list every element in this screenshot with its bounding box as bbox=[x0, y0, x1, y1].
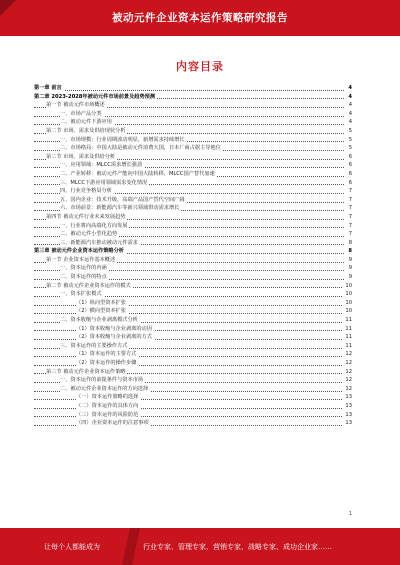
toc-entry-title: （三）资本运作的风险防范 bbox=[76, 411, 139, 418]
toc-entry-page: 8 bbox=[348, 248, 352, 255]
toc-entry-title: 第一节 企业资本运作基本概述 bbox=[46, 256, 116, 263]
toc-entry-page: 6 bbox=[348, 162, 352, 169]
toc-entry[interactable] bbox=[34, 307, 352, 316]
toc-entry-page: 4 bbox=[348, 110, 352, 117]
toc-entry-page: 4 bbox=[348, 85, 352, 91]
toc-entry-page: 12 bbox=[345, 351, 352, 358]
toc-entry[interactable] bbox=[34, 256, 352, 265]
toc-entry-title: 二、资本运作的特点 bbox=[60, 274, 107, 281]
toc-entry[interactable] bbox=[34, 247, 352, 256]
toc-entry[interactable] bbox=[34, 402, 352, 411]
toc-entry[interactable] bbox=[34, 187, 352, 196]
toc-entry-title: 第二章 2023-2028年被动元件市场前景及趋势预测 bbox=[34, 93, 156, 100]
page-number: 1 bbox=[348, 511, 352, 517]
toc-entry[interactable] bbox=[34, 127, 352, 136]
toc-entry[interactable] bbox=[34, 161, 352, 170]
toc-entry-page: 13 bbox=[345, 394, 352, 401]
toc-entry[interactable] bbox=[34, 222, 352, 231]
toc-entry-title: 第四节 被动元件行业未来发展趋势 bbox=[46, 213, 126, 220]
toc-entry[interactable] bbox=[34, 282, 352, 291]
toc-entry[interactable] bbox=[34, 101, 352, 110]
toc-entry-page: 12 bbox=[345, 360, 352, 366]
toc-entry-page: 12 bbox=[345, 368, 352, 375]
toc-entry-page: 8 bbox=[348, 239, 352, 246]
toc-entry[interactable] bbox=[34, 342, 352, 351]
toc-entry-title: 一、市场规模：行业周期波动明显，新增需求持续增长 bbox=[60, 136, 185, 143]
toc-entry[interactable] bbox=[34, 239, 352, 248]
toc-entry[interactable] bbox=[34, 84, 352, 93]
toc-entry[interactable] bbox=[34, 411, 352, 420]
footer-divider bbox=[122, 528, 140, 565]
toc-entry-page: 13 bbox=[345, 411, 352, 418]
toc-entry[interactable] bbox=[34, 316, 352, 325]
toc-entry[interactable] bbox=[34, 170, 352, 179]
table-of-contents bbox=[34, 84, 352, 428]
toc-entry-title: （1）资本收缩与企业剥离的动因 bbox=[76, 325, 152, 332]
toc-entry-page: 9 bbox=[348, 256, 352, 263]
toc-entry-title: 第二节 被动元件企业资本运作的模式 bbox=[46, 282, 131, 289]
toc-entry-title: 三、MLCC下游应用领域需求变化情况 bbox=[60, 179, 148, 186]
toc-entry-page: 12 bbox=[345, 377, 352, 384]
footer-slogan: 让每个人都能成为 bbox=[44, 543, 100, 551]
toc-entry-title: 三、资本运作的主要操作方式 bbox=[60, 342, 128, 349]
toc-entry-title: 一、市场产品分类 bbox=[60, 110, 102, 117]
toc-entry[interactable] bbox=[34, 393, 352, 402]
toc-entry[interactable] bbox=[34, 419, 352, 428]
toc-entry-title: 二、被动元件下游应用 bbox=[60, 119, 112, 126]
toc-entry[interactable] bbox=[34, 230, 352, 239]
toc-entry[interactable] bbox=[34, 264, 352, 273]
toc-entry[interactable] bbox=[34, 273, 352, 282]
toc-entry[interactable] bbox=[34, 153, 352, 162]
report-title: 被动元件企业资本运作策略研究报告 bbox=[112, 12, 288, 24]
toc-entry-title: 一、行业将向高端化方向发展 bbox=[60, 222, 128, 229]
toc-entry-title: 第一节 被动元件市场概述 bbox=[46, 102, 105, 109]
toc-entry[interactable] bbox=[34, 368, 352, 377]
toc-entry[interactable] bbox=[34, 204, 352, 213]
toc-entry-page: 10 bbox=[345, 299, 352, 306]
toc-entry-title: 三、新能源汽车推动被动元件需求 bbox=[60, 239, 138, 246]
toc-entry-title: 六、市场前景：新能源汽车等新兴领域带动需求增长 bbox=[60, 205, 180, 212]
toc-entry-title: （一）资本运作策略的选择 bbox=[76, 394, 139, 401]
toc-entry-page: 7 bbox=[348, 213, 352, 220]
toc-entry-title: 一、资本扩张模式 bbox=[60, 291, 102, 298]
toc-entry-page: 13 bbox=[345, 420, 352, 427]
toc-entry[interactable] bbox=[34, 376, 352, 385]
toc-entry-page: 10 bbox=[345, 291, 352, 298]
toc-entry-title: 第三节 被动元件企业资本运作策略 bbox=[46, 368, 126, 375]
toc-entry-page: 6 bbox=[348, 170, 352, 177]
toc-entry[interactable] bbox=[34, 359, 352, 368]
toc-entry-title: 第二节 市场、需求及供给现状分析 bbox=[46, 127, 126, 134]
toc-entry[interactable] bbox=[34, 213, 352, 222]
toc-entry[interactable] bbox=[34, 144, 352, 153]
toc-entry-title: （四）企业资本运作的注意事项 bbox=[76, 420, 149, 427]
toc-entry[interactable] bbox=[34, 110, 352, 119]
toc-entry-title: 一、资本运作的前提条件与资本市场 bbox=[60, 377, 144, 384]
toc-entry-page: 7 bbox=[348, 205, 352, 212]
toc-entry[interactable] bbox=[34, 196, 352, 205]
toc-entry-title: （1）纵向型资本扩张 bbox=[76, 299, 126, 306]
toc-entry-title: 四、行业竞争格局分析 bbox=[60, 188, 112, 195]
toc-entry-title: 二、资本收缩与企业剥离模式分析 bbox=[60, 317, 138, 324]
toc-entry-page: 11 bbox=[345, 334, 352, 341]
toc-entry-page: 7 bbox=[348, 222, 352, 229]
toc-entry[interactable] bbox=[34, 136, 352, 145]
toc-entry-title: 二、市场格局：中国大陆是被动元件消费大国，日本厂商占据主导地位 bbox=[60, 145, 221, 152]
toc-entry-page: 11 bbox=[345, 325, 352, 332]
toc-entry-title: （1）资本运作的主要方式 bbox=[76, 351, 137, 358]
toc-entry-title: 二、产业转移：被动元件产能向中国大陆转移，MLCC国产替代加速 bbox=[60, 170, 215, 177]
toc-entry-page: 7 bbox=[348, 231, 352, 238]
toc-entry[interactable] bbox=[34, 350, 352, 359]
footer-tagline: 行业专家、管理专家、营销专家、战略专家、成功企业家…… bbox=[143, 543, 332, 551]
toc-entry-title: （2）资本运作的操作步骤 bbox=[76, 360, 137, 366]
toc-entry[interactable] bbox=[34, 325, 352, 334]
toc-entry-page: 4 bbox=[348, 119, 352, 126]
toc-entry-title: 一、资本运作的内涵 bbox=[60, 265, 107, 272]
toc-entry-title: 第三节 市场、需求及供给分析 bbox=[46, 153, 116, 160]
toc-entry-title: 第三章 被动元件企业资本运作策略分析 bbox=[34, 248, 124, 255]
toc-entry[interactable] bbox=[34, 118, 352, 127]
toc-entry[interactable] bbox=[34, 93, 352, 102]
toc-entry[interactable] bbox=[34, 299, 352, 308]
toc-entry-page: 5 bbox=[348, 136, 352, 143]
toc-entry-title: 二、被动元件企业资本运作的方向选择 bbox=[60, 385, 149, 392]
toc-entry[interactable] bbox=[34, 179, 352, 188]
toc-entry-title: （二）资本运作的具体方向 bbox=[76, 402, 139, 409]
toc-entry-title: 二、被动元件小型化趋势 bbox=[60, 231, 118, 238]
toc-entry[interactable] bbox=[34, 290, 352, 299]
toc-heading: 内容目录 bbox=[176, 60, 224, 73]
toc-entry-page: 9 bbox=[348, 265, 352, 272]
toc-entry-page: 11 bbox=[345, 317, 352, 324]
toc-entry[interactable] bbox=[34, 385, 352, 394]
toc-entry-page: 11 bbox=[345, 342, 352, 349]
toc-entry-page: 10 bbox=[345, 308, 352, 315]
toc-leader-dots bbox=[34, 90, 344, 91]
toc-entry-title: 五、国内企业：技术升级，高端产品国产替代空间广阔 bbox=[60, 196, 185, 203]
toc-entry-page: 7 bbox=[348, 188, 352, 195]
toc-entry-title: 第一章 前言 bbox=[34, 85, 62, 91]
toc-entry-title: （2）资本收缩与企业剥离的方式 bbox=[76, 334, 152, 341]
toc-entry-page: 13 bbox=[345, 402, 352, 409]
toc-entry-page: 12 bbox=[345, 385, 352, 392]
toc-entry-title: （2）横向型资本扩张 bbox=[76, 308, 126, 315]
toc-entry-page: 6 bbox=[348, 153, 352, 160]
toc-entry-page: 5 bbox=[348, 145, 352, 152]
toc-entry-page: 4 bbox=[348, 102, 352, 109]
footer-bar bbox=[0, 528, 400, 565]
toc-entry-page: 10 bbox=[345, 282, 352, 289]
toc-entry-page: 6 bbox=[348, 179, 352, 186]
toc-entry-page: 4 bbox=[348, 93, 352, 100]
header-bar bbox=[0, 0, 400, 36]
toc-entry[interactable] bbox=[34, 333, 352, 342]
toc-entry-page: 5 bbox=[348, 127, 352, 134]
toc-entry-page: 9 bbox=[348, 274, 352, 281]
toc-entry-title: 一、应用领域：MLCC需求增长强劲 bbox=[60, 162, 143, 169]
toc-entry-page: 7 bbox=[348, 196, 352, 203]
